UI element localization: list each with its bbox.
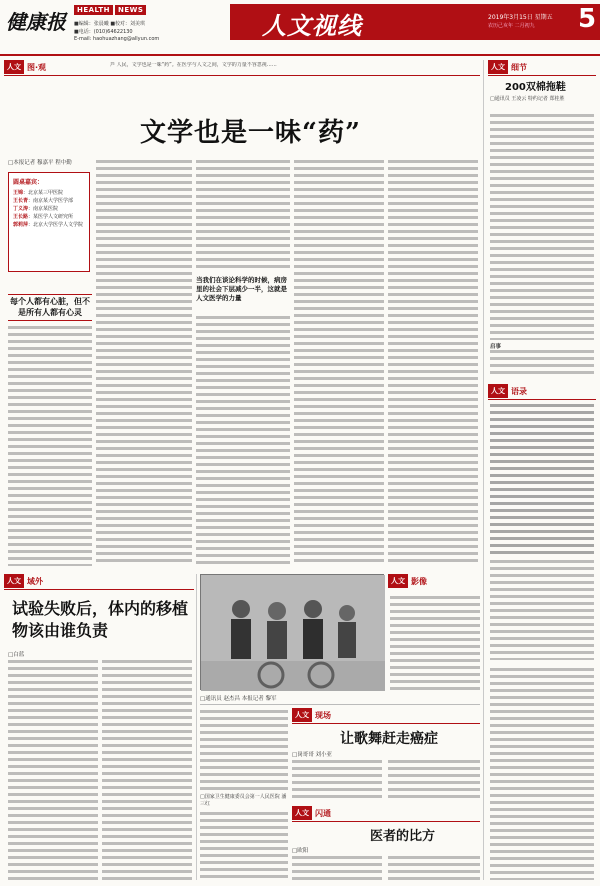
overseas-section-tag <box>4 574 43 588</box>
health-tag: HEALTH <box>74 5 113 15</box>
news-tag: NEWS <box>115 5 146 15</box>
scene-column-1 <box>292 760 382 800</box>
lead-text: 芦 人民，文学也是一味“药”。在医学与人文之间，文学的力量不容忽视…… <box>110 62 277 68</box>
overseas-headline: 试验失败后，体内的移植物该由谁负责 <box>12 599 189 640</box>
section-name: 现场 <box>315 710 331 720</box>
section-name: 闪通 <box>315 808 331 818</box>
section-box: 人文 <box>488 384 508 398</box>
guest-desc: 北京某三甲医院 <box>28 190 64 196</box>
email-line: E-mail: haohuazhang@allyun.com <box>74 36 160 42</box>
photo-caption-text <box>390 596 480 690</box>
guest-item: 王锦：北京某三甲医院 <box>13 190 64 196</box>
guest-desc: 南京某医院 <box>33 206 59 212</box>
section-box: 人文 <box>4 574 24 588</box>
main-headline: 文学也是一味“药” <box>140 118 361 148</box>
pullquote-heart: 每个人都有心脏，但不是所有人都有心灵 <box>10 297 90 317</box>
right-bottom-text <box>490 668 594 880</box>
newspaper-logo: 健康报 <box>6 10 66 34</box>
news-photo <box>200 574 384 690</box>
editor-line: ■编辑：张晨曦 ■校对：刘美琪 <box>74 21 146 27</box>
section-name: 图·观 <box>27 62 47 72</box>
health-news-tag <box>74 6 148 14</box>
main-byline: □本报记者 穆嘉平 程中勤 <box>8 160 72 166</box>
overseas-byline: □白蓝 <box>8 652 25 658</box>
slippers-note: 启事 <box>490 344 502 350</box>
people-photo-icon <box>201 575 385 691</box>
guest-desc: 某医学人文研究所 <box>33 214 74 220</box>
section-box: 人文 <box>388 574 408 588</box>
overseas-column-2 <box>102 660 192 880</box>
guest-item: 丁义涛：南京某医院 <box>13 206 59 212</box>
essay-column-1 <box>292 856 382 882</box>
quotes-text <box>490 404 594 554</box>
essay-headline: 医者的比方 <box>370 829 436 844</box>
section-box: 人文 <box>4 60 24 74</box>
article-column-4 <box>294 160 384 566</box>
overseas-column-1 <box>8 660 98 880</box>
lunar-date: 农历己亥年 二月初九 <box>488 23 535 29</box>
scene-headline: 让歌舞赶走癌症 <box>340 731 438 747</box>
section-rule <box>488 75 596 76</box>
guest-item: 郭莉萍：北京大学医学人文学院 <box>13 222 84 228</box>
friday-note-text-2 <box>200 812 288 880</box>
friday-note-credit: □国家卫生健康委员会第一人民医院 潘三红 <box>200 794 287 807</box>
photo-section-tag <box>388 574 427 588</box>
pullquote-rule-top <box>8 294 92 295</box>
page-number: 5 <box>578 4 597 34</box>
slippers-headline: 200双棉拖鞋 <box>505 82 566 93</box>
right-section-tag <box>488 60 527 74</box>
section-name: 影像 <box>411 576 427 586</box>
slippers-article <box>490 114 594 340</box>
scene-column-2 <box>388 760 480 800</box>
phone-line: ■电话：(010)64622130 <box>74 29 133 35</box>
guest-name: 丁义涛 <box>13 206 29 212</box>
quote-section-tag <box>488 384 527 398</box>
top-section-tag <box>4 60 46 74</box>
slippers-note-text <box>490 350 594 378</box>
issue-date: 2019年3月15日 星期五 <box>488 14 553 21</box>
section-banner-title: 人文视线 <box>262 11 362 40</box>
section-name: 语录 <box>511 386 527 396</box>
right-column-divider <box>483 60 484 880</box>
guests-title: 圆桌嘉宾： <box>13 179 44 186</box>
article-column-3b <box>196 316 290 566</box>
section-name: 细节 <box>511 62 527 72</box>
guest-item: 王长路：某医学人文研究所 <box>13 214 74 220</box>
section-rule <box>4 589 194 590</box>
article-column-5 <box>388 160 478 566</box>
section-box: 人文 <box>292 806 312 820</box>
guest-name: 王长路 <box>13 214 29 220</box>
guest-name: 王锦 <box>13 190 24 196</box>
article-column-2 <box>96 160 192 566</box>
divider <box>200 704 480 705</box>
lead-paragraph <box>110 62 478 102</box>
section-rule <box>488 399 596 400</box>
pullquote-rule-bottom <box>8 320 92 321</box>
essay-section-tag <box>292 806 331 820</box>
guest-desc: 北京大学医学人文学院 <box>33 222 84 228</box>
guests-box <box>8 172 90 272</box>
photo-credit: □通讯员 赵杰昌 本报记者 黎军 <box>200 696 277 702</box>
section-box: 人文 <box>292 708 312 722</box>
guest-name: 王长青 <box>13 198 29 204</box>
friday-note-text <box>200 710 288 790</box>
essay-column-2 <box>388 856 480 882</box>
section-box: 人文 <box>488 60 508 74</box>
slippers-byline: □通讯员 王凌云 特约记者 郑桂胜 <box>490 96 565 102</box>
section-name: 域外 <box>27 576 43 586</box>
scene-section-tag <box>292 708 331 722</box>
divider <box>196 574 197 880</box>
scene-byline: □岗哥哥 刘小亚 <box>292 752 332 758</box>
section-rule <box>292 821 480 822</box>
article-column-1 <box>8 326 92 566</box>
article-column-3a <box>196 160 290 270</box>
guest-item: 王长青：南京某大学医学部 <box>13 198 74 204</box>
quotes-text-2 <box>490 560 594 660</box>
guest-name: 郭莉萍 <box>13 222 29 228</box>
pullquote-social: 当我们在谈论科学的时候，病房里的社会下层减少一半，这就是人文医学的力量 <box>196 276 287 302</box>
essay-byline: □欧阳 <box>292 848 309 854</box>
guest-desc: 南京某大学医学部 <box>33 198 74 204</box>
section-rule <box>292 723 480 724</box>
